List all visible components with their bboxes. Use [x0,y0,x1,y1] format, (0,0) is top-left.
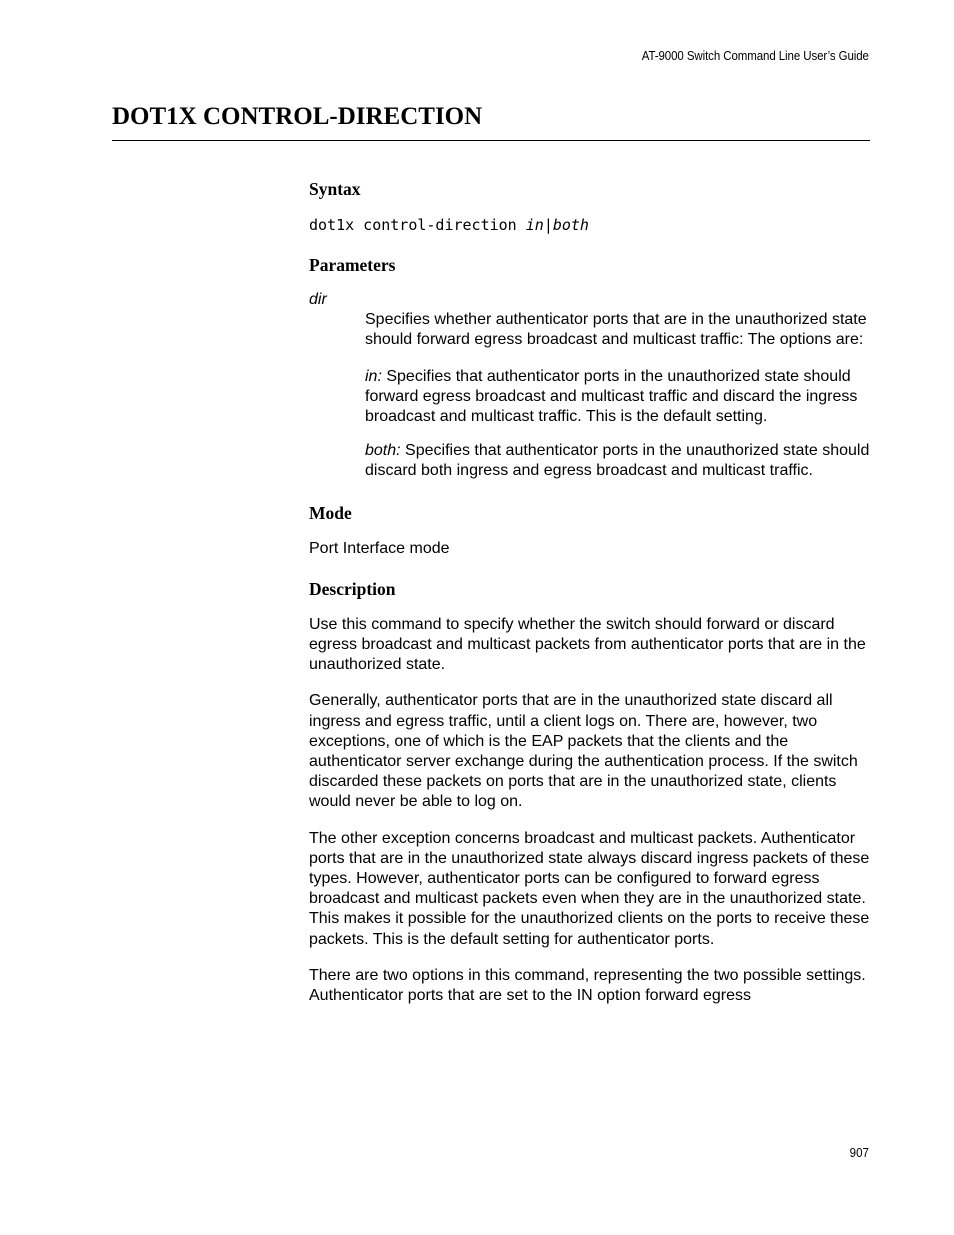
option-term: in: [365,367,382,385]
mode-text: Port Interface mode [309,539,450,557]
parameter-description [365,310,871,481]
description-section [309,578,871,1006]
page-title: DOT1X CONTROL-DIRECTION [112,103,483,130]
syntax-arg-both: both [552,216,589,234]
mode-heading: Mode [309,502,352,523]
parameters-heading: Parameters [309,255,396,275]
description-heading: Description [309,578,396,599]
parameters-section [309,254,871,482]
description-paragraph: Use this command to specify whether the switch should forward or discard egress broadcast and multicast packets from authenticator ports that are in the unauthorized state. [309,615,866,674]
title-divider [112,140,870,141]
syntax-command [309,215,871,235]
parameter-name: dir [309,291,327,308]
description-paragraph: Generally, authenticator ports that are in the unauthorized state discard all ingress and egress traffic, until a client logs on. There are, however, two exceptions, one of which is the EAP packets that the clients and the authenticator server exchange during the authentication process. If the switch discarded these packets on ports that are in the unauthorized state, clients would never be able to log on. [309,692,858,811]
option-term: both: [365,442,401,460]
option-both [365,441,871,481]
option-text: Specifies that authenticator ports in the unauthorized state should discard both ingress and egress broadcast and multicast traffic. [365,442,870,480]
syntax-command-text: dot1x control-direction [309,216,526,234]
parameter-intro: Specifies whether authenticator ports that are in the unauthorized state should forward egress broadcast and multicast traffic: The options are: [365,311,867,349]
syntax-heading: Syntax [309,179,361,199]
description-paragraph: There are two options in this command, representing the two possible settings. Authenticator ports that are set to the IN option forward egress [309,966,866,1005]
option-text: Specifies that authenticator ports in the unauthorized state should forward egress broadcast and multicast traffic and discard the ingress broadcast and multicast traffic. This is the default setting. [365,367,858,426]
content-column [309,178,871,1022]
page-number: 907 [849,1146,869,1160]
syntax-section [309,178,871,235]
option-in [365,367,871,428]
syntax-arg-in: in [525,216,544,234]
running-header: AT-9000 Switch Command Line User’s Guide [641,49,869,63]
syntax-separator: | [543,216,553,234]
description-paragraph: The other exception concerns broadcast and multicast packets. Authenticator ports that are in the unauthorized state always discard ingress packets of these types. However, authenticator ports can be configured to forward egress broadcast and multicast packets even when they are in the unauthorized state. This makes it possible for the unauthorized clients on the ports to receive these packets. This is the default setting for authenticator ports. [309,829,870,948]
mode-section [309,502,871,559]
